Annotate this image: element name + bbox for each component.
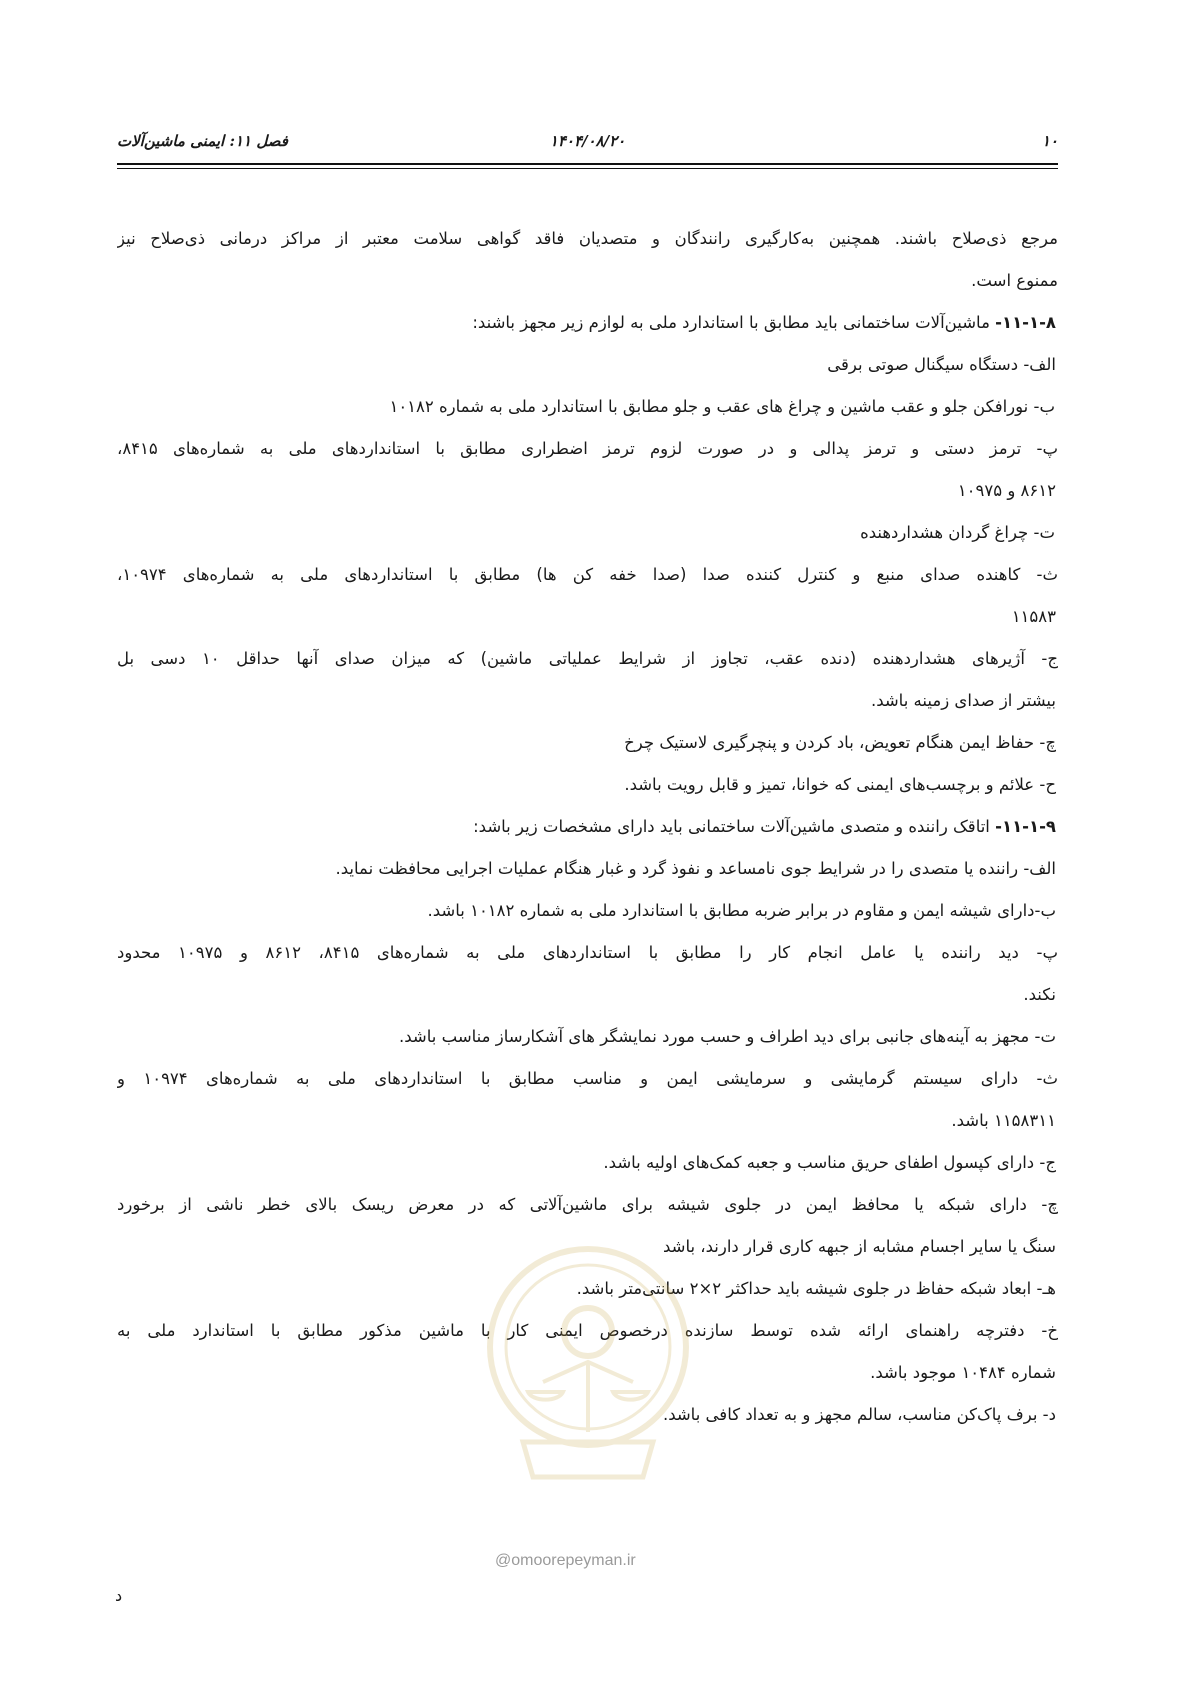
page-header [117, 132, 1058, 158]
list-item: ت- مجهز به آینه‌های جانبی برای دید اطراف و حسب مورد نمایشگر های آشکارساز مناسب باشد. [399, 1027, 1056, 1046]
clause-text: ماشین‌آلات ساختمانی باید مطابق با استاندارد ملی به لوازم زیر مجهز باشند: [472, 313, 990, 332]
chapter-title: فصل ۱۱: ایمنی ماشین‌آلات [117, 132, 288, 150]
text-line: شماره ۱۰۴۸۴ موجود باشد. [870, 1363, 1056, 1382]
header-date: ۱۴۰۴/۰۸/۲۰ [549, 132, 626, 150]
header-rule-thick [117, 163, 1058, 165]
text-line: مرجع ذی‌صلاح باشند. همچنین به‌کارگیری رانندگان و متصدیان فاقد گواهی سلامت معتبر از مراکز درمانی ذی‌صلاح نیز [117, 229, 1058, 248]
list-item: پ- ترمز دستی و ترمز پدالی و در صورت لزوم ترمز اضطراری مطابق با استانداردهای ملی به شماره‌های ۸۴۱۵، [117, 439, 1058, 458]
list-item: د- برف پاک‌کن مناسب، سالم مجهز و به تعداد کافی باشد. [662, 1405, 1056, 1424]
list-item: ج- آژیرهای هشداردهنده (دنده عقب، تجاوز از شرایط عملیاتی ماشین) که میزان صدای آنها حداقل ۱۰ دسی بل [117, 649, 1058, 668]
list-item: الف- دستگاه سیگنال صوتی برقی [827, 355, 1056, 374]
list-item: ت- چراغ گردان هشداردهنده [860, 523, 1055, 542]
text-line: ۱۱۵۸۳ [1011, 607, 1056, 626]
clause-text: اتاقک راننده و متصدی ماشین‌آلات ساختمانی باید دارای مشخصات زیر باشد: [473, 817, 990, 836]
list-item: ب-دارای شیشه ایمن و مقاوم در برابر ضربه مطابق با استاندارد ملی به شماره ۱۰۱۸۲ باشد. [427, 901, 1056, 920]
page-number: ۱۰ [1041, 132, 1058, 150]
list-item: ث- دارای سیستم گرمایشی و سرمایشی ایمن و مناسب مطابق با استانداردهای ملی به شماره‌های ۱۰۹۷۴ و [117, 1069, 1058, 1088]
watermark-text: @omoorepeyman.ir [495, 1552, 636, 1569]
list-item: ج- دارای کپسول اطفای حریق مناسب و جعبه کمک‌های اولیه باشد. [603, 1153, 1056, 1172]
header-rule-thin [117, 168, 1058, 169]
clause-9 [117, 806, 1058, 848]
list-item: ب- نورافکن جلو و عقب ماشین و چراغ های عقب و جلو مطابق با استاندارد ملی به شماره ۱۰۱۸۲ [389, 397, 1055, 416]
text-line: سنگ یا سایر اجسام مشابه از جبهه کاری قرار دارند، باشد [662, 1237, 1056, 1256]
text-line: ۸۶۱۲ و ۱۰۹۷۵ [957, 481, 1056, 500]
section-number: ۱۱-۱-۹- [995, 817, 1056, 836]
clause-8 [117, 302, 1058, 344]
text-line: ممنوع است. [971, 271, 1058, 290]
list-item: الف- راننده یا متصدی را در شرایط جوی نامساعد و نفوذ گرد و غبار هنگام عملیات اجرایی محافظت نماید. [335, 859, 1056, 878]
text-line: بیشتر از صدای زمینه باشد. [870, 691, 1056, 710]
body-text [117, 218, 1058, 1436]
section-number: ۱۱-۱-۸- [995, 313, 1056, 332]
list-item: ح- علائم و برچسب‌های ایمنی که خوانا، تمیز و قابل رویت باشد. [624, 775, 1056, 794]
list-item: هـ- ابعاد شبکه حفاظ در جلوی شیشه باید حداکثر ۲×۲ سانتی‌متر باشد. [576, 1279, 1056, 1298]
list-item: چ- دارای شبکه یا محافظ ایمن در جلوی شیشه برای ماشین‌آلاتی که در معرض ریسک بالای خطر ناشی از برخورد [117, 1195, 1058, 1214]
list-item: خ- دفترچه راهنمای ارائه شده توسط سازنده درخصوص ایمنی کار با ماشین مذکور مطابق با استاندارد ملی به [117, 1321, 1058, 1340]
list-item: چ- حفاظ ایمن هنگام تعویض، باد کردن و پنچرگیری لاستیک چرخ [624, 733, 1056, 752]
list-item: ث- کاهنده صدای منبع و کنترل کننده صدا (صدا خفه کن ها) مطابق با استانداردهای ملی به شماره‌های ۱۰۹۷۴، [117, 565, 1058, 584]
text-line: ۱۱۵۸۳۱۱ باشد. [951, 1111, 1056, 1130]
list-item: پ- دید راننده یا عامل انجام کار را مطابق با استانداردهای ملی به شماره‌های ۸۴۱۵، ۸۶۱۲ و ۱۰۹۷۵ محدود [117, 943, 1058, 962]
text-line: نکند. [1023, 985, 1056, 1004]
footer-mark: د [115, 1586, 123, 1605]
